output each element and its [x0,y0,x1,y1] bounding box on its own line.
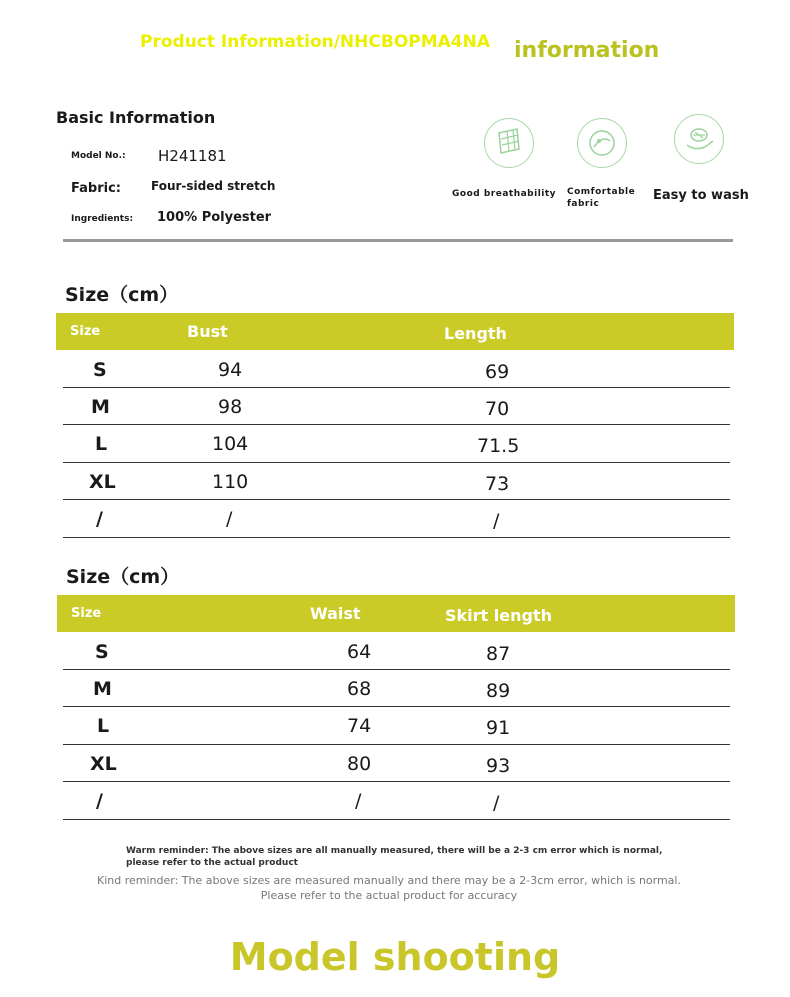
size-cell: L [97,715,110,737]
size-cell: / [96,508,103,530]
size-heading-2: Size（cm） [66,566,180,588]
table-row [63,706,730,745]
waist-cell: 64 [347,641,372,663]
ingredients-label: Ingredients: [71,214,134,224]
model-value: H241181 [158,147,227,165]
skirt-length-cell: 89 [486,680,511,702]
ingredients-value: 100% Polyester [157,210,272,225]
feature-label-comfortable: Comfortable fabric [567,187,636,209]
size-cell: L [95,433,108,455]
table-row [63,781,730,820]
length-cell: / [493,510,500,532]
section-divider [63,239,733,242]
skirt-length-cell: 87 [486,643,511,665]
fabric-circle-icon [577,118,627,168]
fabric-label: Fabric: [71,181,121,196]
table2-col-skirt-length: Skirt length [445,606,552,625]
table2-col-size: Size [71,606,102,621]
fabric-layers-icon [484,118,534,168]
bust-cell: 110 [212,471,249,493]
bust-cell: 98 [218,396,243,418]
table1-col-bust: Bust [187,322,228,341]
table2-col-waist: Waist [310,604,361,623]
skirt-length-cell: / [493,792,500,814]
fabric-value: Four-sided stretch [151,179,276,193]
size-cell: S [93,359,107,381]
model-shooting-title: Model shooting [229,935,561,979]
product-info-title: Product Information/NHCBOPMA4NA [140,32,491,52]
size-cell: M [91,396,110,418]
bust-cell: / [226,508,233,530]
size-cell: / [96,790,103,812]
table1-col-size: Size [70,324,101,339]
table1-header [56,313,734,350]
waist-cell: 74 [347,715,372,737]
kind-reminder-line1: Kind reminder: The above sizes are measured manually and there may be a 2-3cm error, which is normal. [97,874,681,887]
waist-cell: / [355,790,362,812]
length-cell: 71.5 [477,435,520,457]
skirt-length-cell: 91 [486,717,511,739]
feature-label-breathability: Good breathability [452,189,557,199]
size-cell: M [93,678,112,700]
length-cell: 70 [485,398,510,420]
table-row [63,744,730,782]
table-row [63,387,730,425]
table-row [63,499,730,538]
table2-header [57,595,735,632]
size-cell: XL [89,471,116,493]
bust-cell: 94 [218,359,243,381]
feature-label-wash: Easy to wash [653,188,749,203]
bust-cell: 104 [212,433,249,455]
basic-info-heading: Basic Information [56,108,216,127]
table-row [63,669,730,707]
model-label: Model No.: [71,151,126,161]
size-cell: S [95,641,109,663]
waist-cell: 68 [347,678,372,700]
warm-reminder-line2: please refer to the actual product [126,858,298,868]
size-heading-1: Size（cm） [65,284,179,306]
information-title: information [514,38,660,63]
length-cell: 69 [485,361,510,383]
kind-reminder-line2: Please refer to the actual product for accuracy [260,889,518,902]
table-row [63,350,730,388]
table-row [63,462,730,500]
length-cell: 73 [485,473,510,495]
table-row [63,632,730,670]
table1-col-length: Length [444,324,507,343]
size-cell: XL [90,753,117,775]
skirt-length-cell: 93 [486,755,511,777]
hand-wash-icon [674,114,724,164]
table-row [63,424,730,463]
waist-cell: 80 [347,753,372,775]
warm-reminder-line1: Warm reminder: The above sizes are all manually measured, there will be a 2-3 cm error which is normal, [126,846,663,856]
